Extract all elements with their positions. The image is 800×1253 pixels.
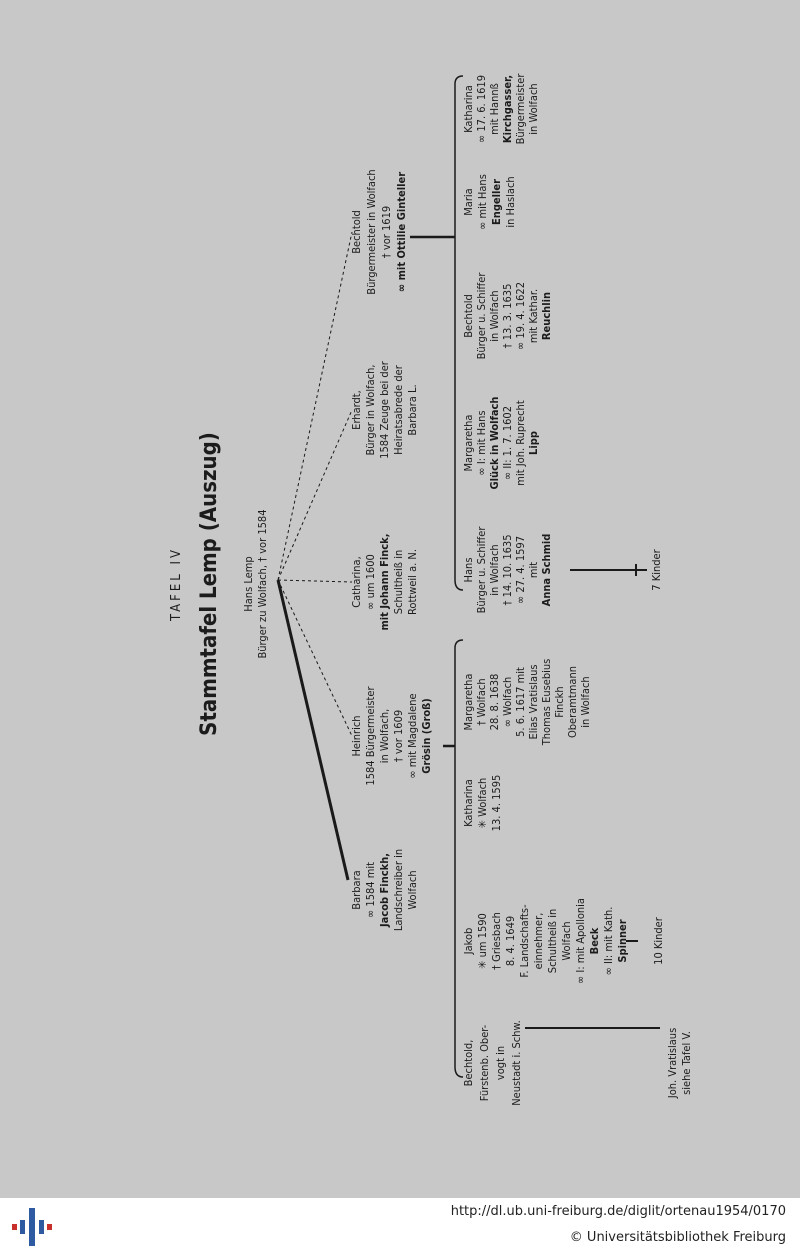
person-catharina-line: mit Johann Finck, (378, 533, 391, 631)
descendant-joh-vratislaus (666, 1028, 693, 1099)
child-katharina-kirchgasser-line: in Wolfach (527, 83, 540, 135)
child-katharina-line: Katharina (462, 779, 475, 827)
child-margaretha (462, 659, 592, 747)
child-katharina-kirchgasser-line: ∞ 17. 6. 1619 (475, 74, 488, 144)
person-heinrich-line: † vor 1609 (392, 709, 405, 763)
person-barbara-line: Barbara (350, 870, 363, 910)
child-hans-line: † 14. 10. 1635 (501, 534, 514, 606)
child-hans (462, 526, 553, 614)
child-bechtold-reuchlin (462, 272, 553, 360)
person-erhardt-line: 1584 Zeuge bei der (378, 361, 391, 459)
child-jakob-line: ∞ II: mit Kath. (602, 906, 615, 976)
person-bechtold-line: ∞ mit Ottilie Ginteller (395, 171, 408, 293)
child-margaretha-line: ∞ Wolfach (501, 676, 514, 728)
child-margaretha-line: Oberamtmann (566, 665, 579, 739)
child-jakob-line: ∞ I: mit Apollonia (574, 898, 587, 984)
child-jakob-line: 8. 4. 1649 (504, 915, 517, 967)
footer-bar (0, 1198, 800, 1253)
person-bechtold (350, 169, 408, 294)
table-label: TAFEL IV (169, 547, 184, 621)
person-catharina-line: Schultheiß in (392, 549, 405, 615)
copyright-notice: © Universitätsbibliothek Freiburg (569, 1230, 786, 1245)
person-catharina-line: Catharina, (350, 556, 363, 608)
child-jakob-line: Jakob (462, 927, 475, 955)
person-barbara-line: Wolfach (406, 870, 419, 910)
child-bechtold-reuchlin-line: Bürger u. Schiffer (475, 272, 488, 360)
child-margaretha-lipp-line: Glück in Wolfach (488, 396, 501, 490)
child-margaretha-lipp-line: ∞ II: 1. 7. 1602 (501, 405, 514, 481)
person-catharina-line: ∞ um 1600 (364, 554, 377, 610)
table-title: Stammtafel Lemp (Auszug) (197, 432, 222, 736)
child-margaretha-line: 5. 6. 1617 mit (514, 667, 527, 737)
library-logo-icon (12, 1204, 52, 1248)
child-hans-line: Anna Schmid (540, 533, 553, 607)
child-bechtold-reuchlin-line: mit Kathar. (527, 288, 540, 344)
child-katharina-kirchgasser-line: Bürgermeister (514, 73, 527, 145)
child-margaretha-line: Elias Vratislaus (527, 664, 540, 740)
child-jakob-line: Beck (588, 927, 601, 955)
person-barbara-line: ∞ 1584 mit (364, 862, 377, 918)
line-erhardt (278, 410, 352, 580)
child-bechtold-neustadt-line: Bechtold, (462, 1039, 475, 1087)
child-maria-line: in Haslach (504, 176, 517, 228)
child-jakob-line: † Griesbach (490, 912, 503, 970)
child-bechtold-neustadt (462, 1020, 523, 1105)
child-hans-line: Bürger u. Schiffer (475, 526, 488, 614)
child-jakob-line: Schultheiß in (546, 908, 559, 974)
line-barbara (278, 580, 348, 880)
descendant-joh-vratislaus-line: siehe Tafel V. (680, 1031, 693, 1095)
child-margaretha-lipp-line: Lipp (527, 431, 540, 455)
child-maria-line: Engeller (490, 179, 503, 225)
person-heinrich-line: Heinrich (350, 715, 363, 757)
child-hans-line: Hans (462, 557, 475, 583)
child-margaretha-line: Thomas Eusebius (540, 658, 553, 746)
person-bechtold-line: Bechtold (350, 210, 363, 254)
person-erhardt-line: Erhardt, (350, 390, 363, 430)
child-margaretha-lipp-line: ∞ I: mit Hans (475, 410, 488, 476)
person-heinrich-line: 1584 Bürgermeister (364, 686, 377, 786)
jakob-children-count: 10 Kinder (652, 917, 665, 965)
child-bechtold-neustadt-line: vogt in (494, 1045, 507, 1081)
person-heinrich-line: ∞ mit Magdalene (406, 693, 419, 779)
child-jakob (462, 898, 629, 984)
line-catharina (278, 580, 352, 582)
child-margaretha-lipp-line: Margaretha (462, 414, 475, 472)
child-katharina (462, 775, 503, 832)
child-hans-line: in Wolfach (488, 544, 501, 596)
person-erhardt-line: Bürger in Wolfach, (364, 364, 377, 456)
child-jakob-line: F. Landschafts- (518, 904, 531, 978)
child-margaretha-line: Finckh (553, 686, 566, 718)
person-barbara-line: Landschreiber in (392, 848, 405, 932)
root-name: Hans Lemp (242, 556, 255, 612)
child-maria (462, 174, 517, 230)
person-heinrich (350, 685, 433, 785)
child-margaretha-line: in Wolfach (579, 676, 592, 728)
child-margaretha-lipp-line: mit Joh. Ruprecht (514, 400, 527, 486)
child-hans-line: ∞ 27. 4. 1597 (514, 535, 527, 605)
child-jakob-line: ✳ um 1590 (476, 913, 489, 969)
child-margaretha-line: 28. 8. 1638 (488, 673, 501, 731)
child-margaretha-lipp (462, 397, 540, 490)
descendant-joh-vratislaus-line: Joh. Vratislaus (666, 1027, 679, 1099)
child-jakob-line: einnehmer, (532, 912, 545, 970)
child-bechtold-reuchlin-line: in Wolfach (488, 290, 501, 342)
line-bechtold (278, 232, 352, 580)
person-bechtold-line: Bürgermeister in Wolfach (365, 169, 378, 295)
person-barbara (350, 849, 419, 931)
child-katharina-line: ✳ Wolfach (476, 777, 489, 829)
child-katharina-kirchgasser-line: mit Hannß (488, 83, 501, 135)
child-hans-line: mit (527, 561, 540, 579)
child-katharina-kirchgasser (462, 73, 540, 145)
person-erhardt (350, 360, 419, 459)
source-url: http://dl.ub.uni-freiburg.de/diglit/ortenau1954/0170 (450, 1204, 786, 1219)
child-bechtold-reuchlin-line: † 13. 3. 1635 (501, 283, 514, 349)
person-barbara-line: Jacob Finckh, (378, 853, 391, 927)
child-maria-line: Maria (462, 188, 475, 216)
child-bechtold-neustadt-line: Fürstenb. Ober- (478, 1024, 491, 1102)
child-katharina-line: 13. 4. 1595 (490, 774, 503, 832)
child-bechtold-neustadt-line: Neustadt i. Schw. (510, 1020, 523, 1106)
person-heinrich-line: in Wolfach, (378, 708, 391, 764)
child-bechtold-reuchlin-line: ∞ 19. 4. 1622 (514, 281, 527, 351)
person-erhardt-line: Heiratsabrede der (392, 365, 405, 455)
person-bechtold-line: † vor 1619 (380, 205, 393, 259)
child-jakob-line: Wolfach (560, 921, 573, 961)
person-erhardt-line: Barbara L. (406, 384, 419, 436)
child-katharina-kirchgasser-line: Kirchgasser, (501, 74, 514, 144)
person-catharina-line: Rottweil a. N. (406, 549, 419, 615)
child-bechtold-reuchlin-line: Reuchlin (540, 291, 553, 341)
person-heinrich-line: Grösin (Groß) (420, 698, 433, 774)
child-katharina-kirchgasser-line: Katharina (462, 85, 475, 133)
child-maria-line: ∞ mit Hans (476, 174, 489, 230)
child-jakob-line: Spinner (616, 919, 629, 963)
person-catharina (350, 533, 419, 630)
child-bechtold-reuchlin-line: Bechtold (462, 294, 475, 338)
hans-children-count: 7 Kinder (650, 549, 663, 591)
child-margaretha-line: † Wolfach (475, 678, 488, 726)
line-heinrich (278, 580, 352, 736)
child-margaretha-line: Margaretha (462, 673, 475, 731)
root-detail: Bürger zu Wolfach, † vor 1584 (256, 509, 269, 659)
